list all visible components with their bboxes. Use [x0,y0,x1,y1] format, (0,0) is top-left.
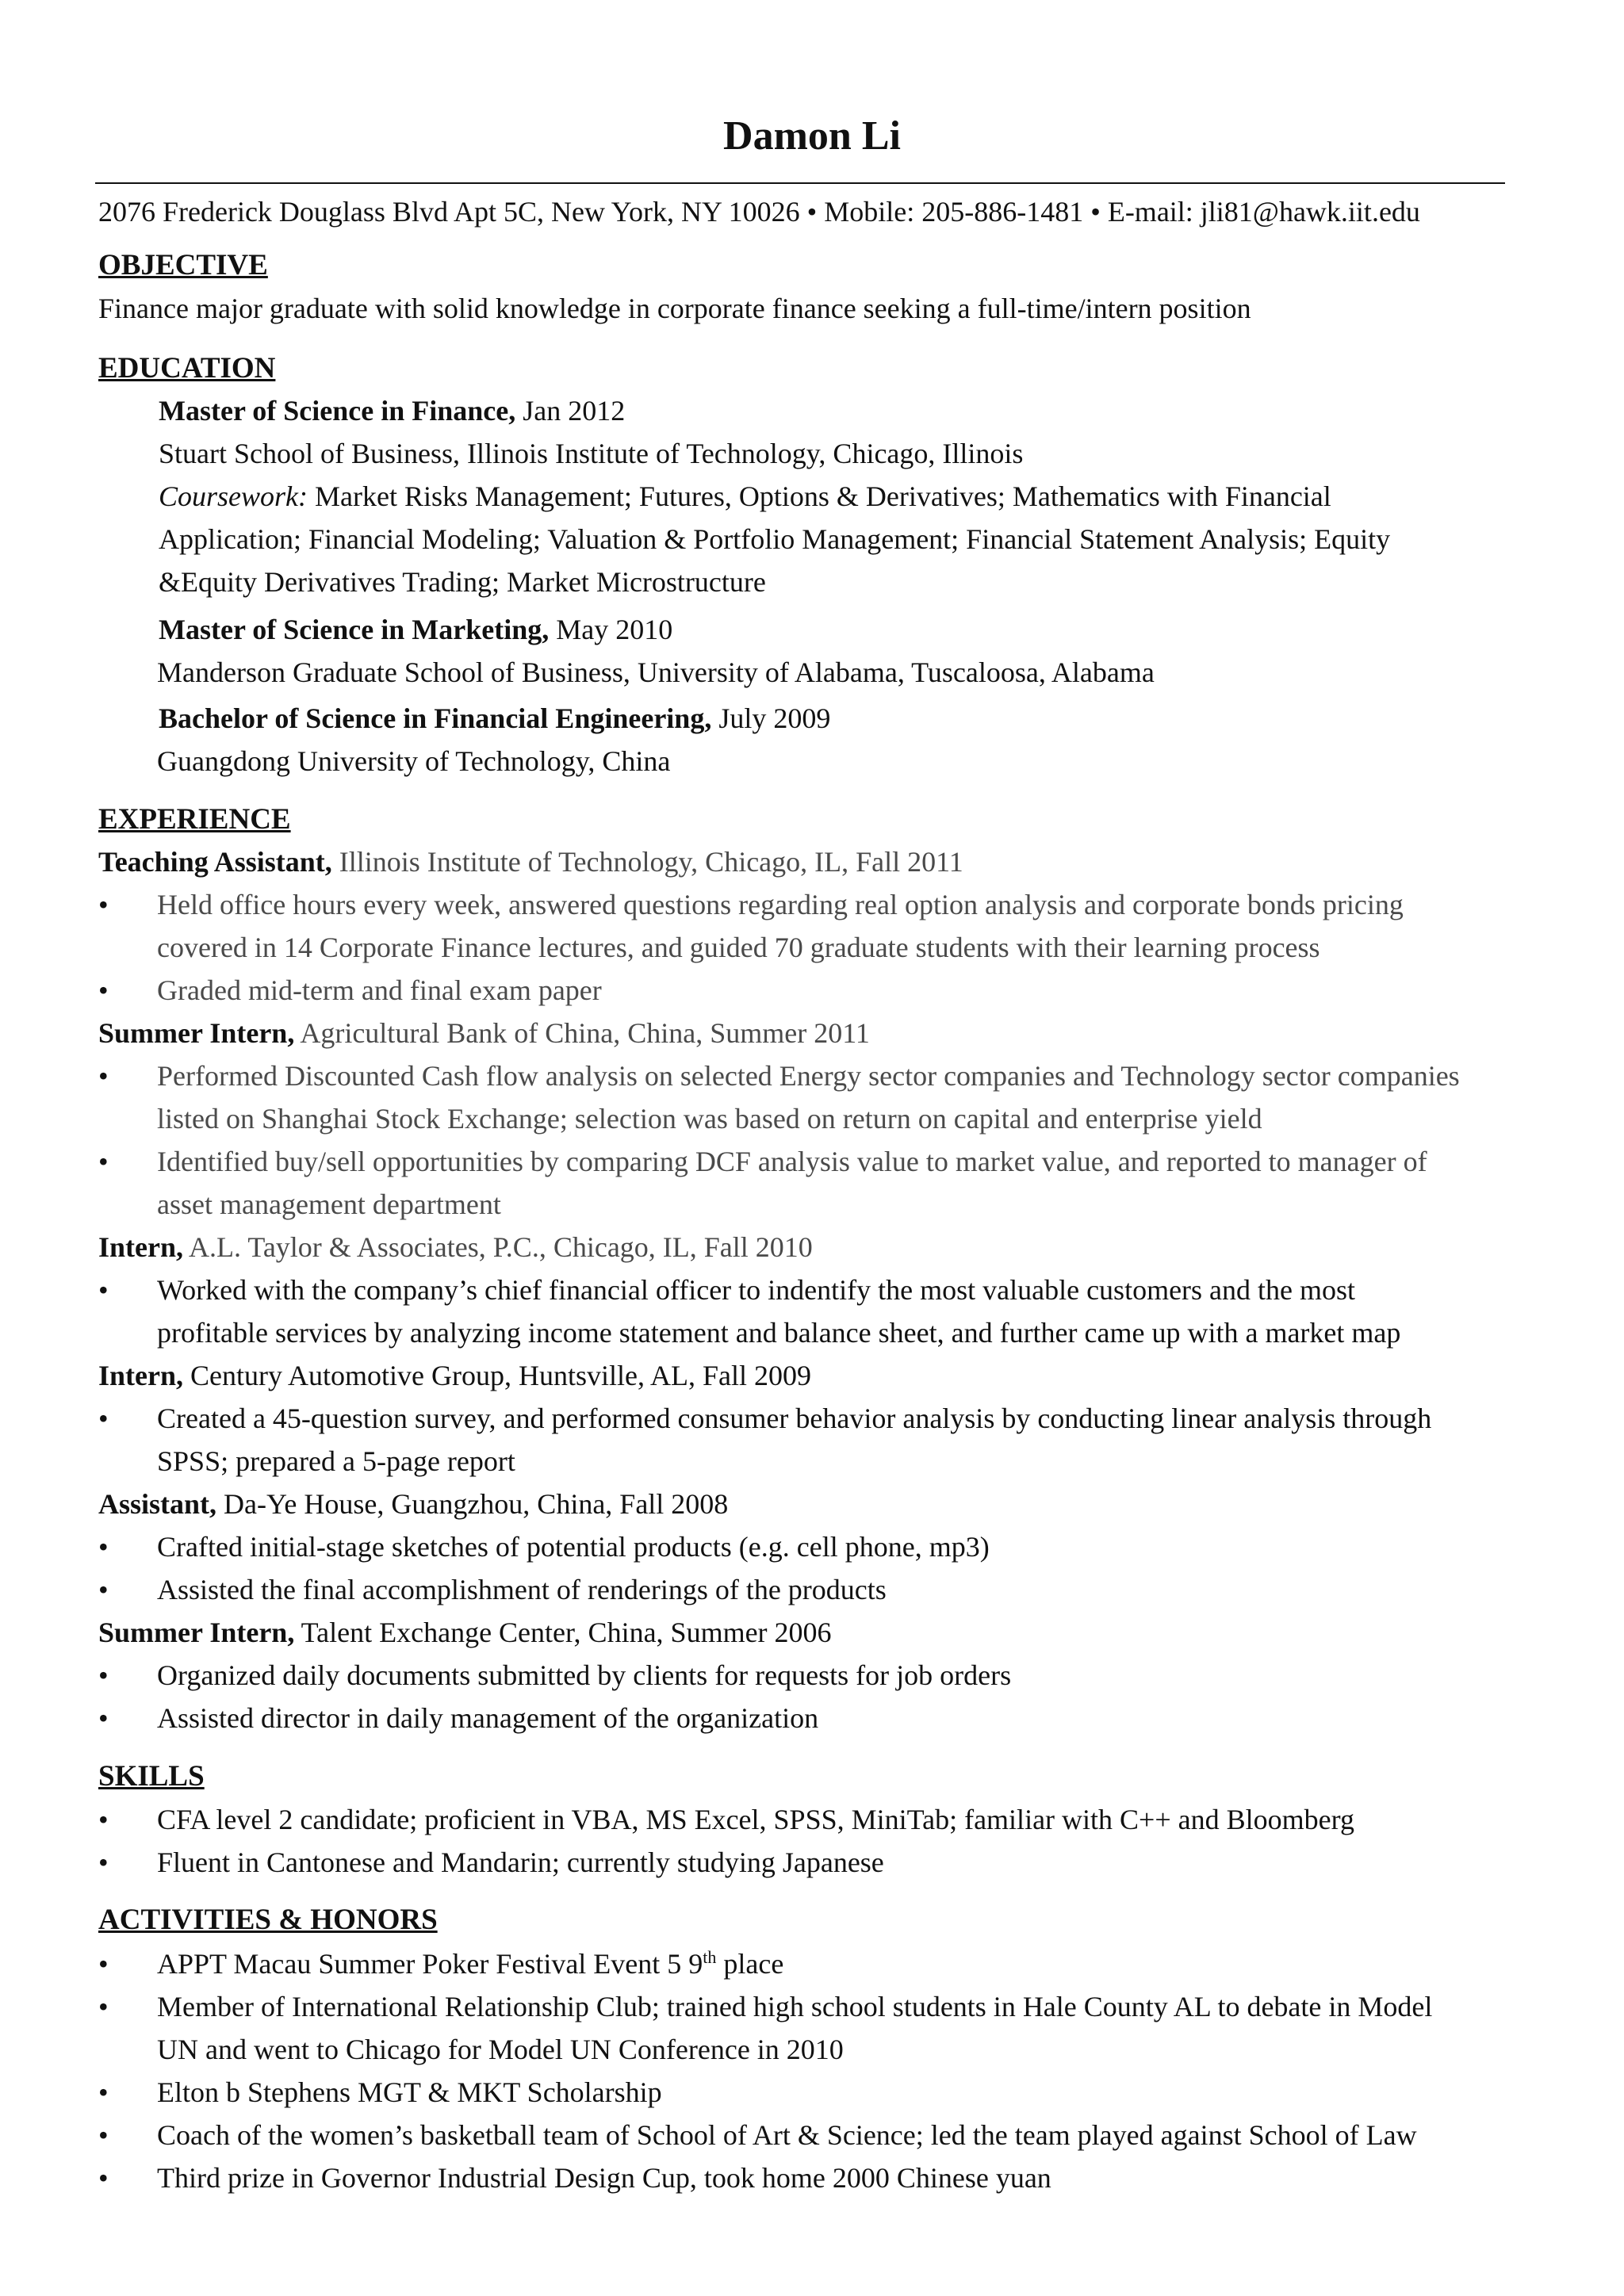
degree-title: Bachelor of Science in Financial Engineering, [159,702,712,734]
objective-heading: OBJECTIVE [98,249,268,281]
degree-3 [159,702,830,736]
coursework-text: Market Risks Management; Futures, Options & Derivatives; Mathematics with Financial [308,480,1331,512]
job-detail: Century Automotive Group, Huntsville, AL, Fall 2009 [183,1360,811,1391]
job-bullet-text: Worked with the company’s chief financial officer to indentify the most valuable customers and the most [157,1274,1356,1306]
coursework-line-2: Application; Financial Modeling; Valuation & Portfolio Management; Financial Statement Analysis; Equity [159,523,1391,555]
resume-name: Damon Li [723,113,901,159]
bullet-icon: • [98,1991,109,2022]
bullet-icon: • [98,1531,109,1563]
degree-school: Manderson Graduate School of Business, University of Alabama, Tuscaloosa, Alabama [157,656,1155,688]
bullet-icon: • [98,1402,109,1434]
job-header [98,1016,870,1050]
job-bullet-text: Crafted initial-stage sketches of potential products (e.g. cell phone, mp3) [157,1531,990,1563]
job-bullet-text: asset management department [157,1188,501,1220]
activity-text: Coach of the women’s basketball team of School of Art & Science; led the team played against School of Law [157,2119,1417,2151]
job-title: Intern, [98,1231,183,1263]
job-header [98,1487,728,1521]
bullet-icon: • [98,1804,109,1835]
job-title: Summer Intern, [98,1617,295,1648]
activity-text: Third prize in Governor Industrial Design Cup, took home 2000 Chinese yuan [157,2162,1051,2194]
bullet-icon: • [98,2162,109,2194]
skill-text: Fluent in Cantonese and Mandarin; currently studying Japanese [157,1846,884,1878]
bullet-icon: • [98,1060,109,1092]
job-detail: Illinois Institute of Technology, Chicago, IL, Fall 2011 [331,846,963,878]
job-bullet-text: SPSS; prepared a 5-page report [157,1445,515,1477]
job-bullet-text: Organized daily documents submitted by clients for requests for job orders [157,1659,1012,1691]
job-detail: Talent Exchange Center, China, Summer 2006 [294,1617,832,1648]
job-title: Teaching Assistant, [98,846,332,878]
bullet-icon: • [98,1574,109,1605]
bullet-icon: • [98,1846,109,1878]
poker-event: APPT Macau Summer Poker Festival Event 5 9 [157,1948,703,1980]
degree-title: Master of Science in Finance, [159,395,516,427]
job-bullet-text: Assisted director in daily management of the organization [157,1702,819,1734]
contact-line: 2076 Frederick Douglass Blvd Apt 5C, New York, NY 10026 • Mobile: 205-886-1481 • E-mail: jli81@hawk.iit.edu [98,196,1420,228]
activities-heading: ACTIVITIES & HONORS [98,1904,438,1936]
bullet-icon: • [98,889,109,920]
skill-text: CFA level 2 candidate; proficient in VBA, MS Excel, SPSS, MiniTab; familiar with C++ and Bloomberg [157,1804,1354,1835]
header-divider [95,182,1505,184]
experience-heading: EXPERIENCE [98,803,291,836]
bullet-icon: • [98,1146,109,1177]
job-title: Intern, [98,1360,183,1391]
coursework-line-1 [159,480,1331,514]
job-header [98,1230,813,1265]
job-header [98,1359,811,1393]
degree-title: Master of Science in Marketing, [159,614,550,645]
activity-text: UN and went to Chicago for Model UN Conference in 2010 [157,2034,844,2065]
job-bullet-text: profitable services by analyzing income statement and balance sheet, and further came up with a market map [157,1317,1401,1349]
job-header [98,1616,832,1650]
job-bullet-text: covered in 14 Corporate Finance lectures, and guided 70 graduate students with their learning process [157,932,1320,963]
job-detail: Da-Ye House, Guangzhou, China, Fall 2008 [216,1488,729,1520]
activity-text [157,1947,783,1981]
job-title: Summer Intern, [98,1017,295,1049]
bullet-icon: • [98,1659,109,1691]
degree-1 [159,394,625,428]
job-detail: A.L. Taylor & Associates, P.C., Chicago, IL, Fall 2010 [183,1231,813,1263]
poker-place: place [716,1948,784,1980]
degree-date: July 2009 [711,702,831,734]
degree-date: May 2010 [549,614,673,645]
job-bullet-text: Graded mid-term and final exam paper [157,974,602,1006]
objective-text: Finance major graduate with solid knowledge in corporate finance seeking a full-time/intern position [98,293,1251,324]
job-bullet-text: Performed Discounted Cash flow analysis on selected Energy sector companies and Technology sector companies [157,1060,1460,1092]
bullet-icon: • [98,974,109,1006]
bullet-icon: • [98,1702,109,1734]
job-detail: Agricultural Bank of China, China, Summer 2011 [294,1017,870,1049]
education-heading: EDUCATION [98,352,276,385]
degree-2 [159,613,672,647]
ordinal-suffix: th [703,1947,717,1967]
activity-text: Elton b Stephens MGT & MKT Scholarship [157,2076,662,2108]
activity-text: Member of International Relationship Club; trained high school students in Hale County AL to debate in Model [157,1991,1433,2022]
bullet-icon: • [98,1274,109,1306]
skills-heading: SKILLS [98,1760,205,1793]
job-title: Assistant, [98,1488,217,1520]
degree-school: Guangdong University of Technology, China [157,745,671,777]
job-bullet-text: Identified buy/sell opportunities by comparing DCF analysis value to market value, and reported to manager of [157,1146,1427,1177]
job-bullet-text: Held office hours every week, answered questions regarding real option analysis and corporate bonds pricing [157,889,1404,920]
coursework-label: Coursework: [159,480,308,512]
bullet-icon: • [98,2076,109,2108]
job-bullet-text: listed on Shanghai Stock Exchange; selection was based on return on capital and enterprise yield [157,1103,1262,1135]
job-header [98,845,963,879]
bullet-icon: • [98,1948,109,1980]
degree-school: Stuart School of Business, Illinois Institute of Technology, Chicago, Illinois [159,438,1024,469]
job-bullet-text: Assisted the final accomplishment of renderings of the products [157,1574,887,1605]
degree-date: Jan 2012 [515,395,626,427]
job-bullet-text: Created a 45-question survey, and performed consumer behavior analysis by conducting linear analysis through [157,1402,1432,1434]
coursework-line-3: &Equity Derivatives Trading; Market Microstructure [159,566,766,598]
bullet-icon: • [98,2119,109,2151]
